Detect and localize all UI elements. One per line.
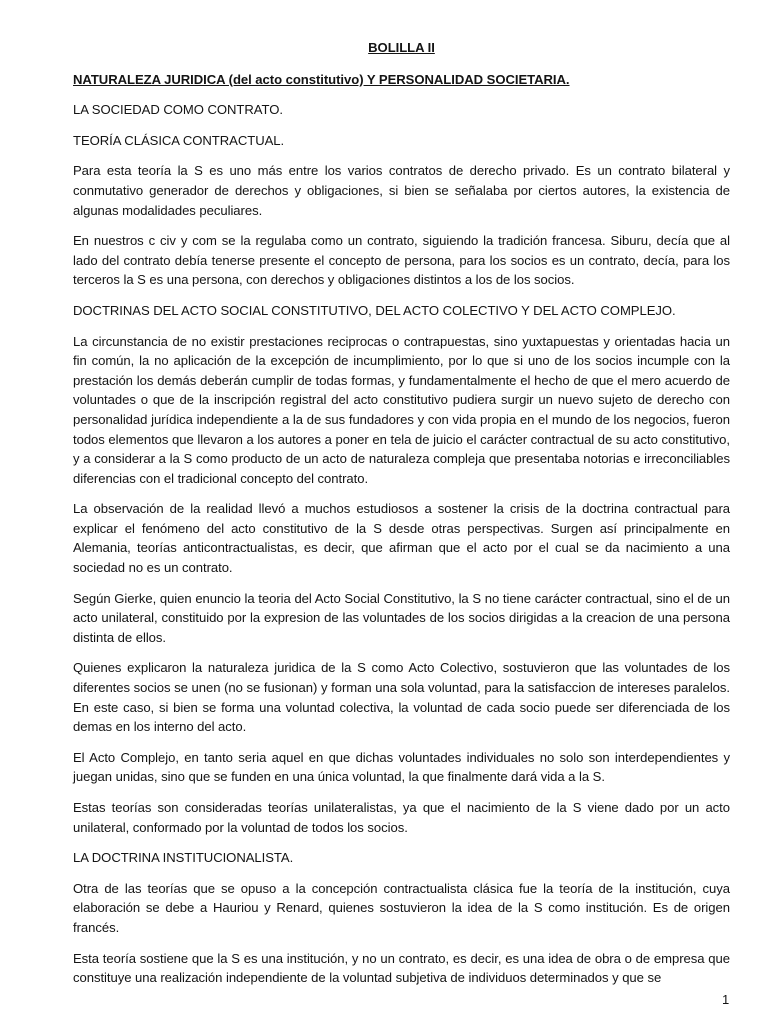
paragraph: Estas teorías son consideradas teorías unilateralistas, ya que el nacimiento de la S viene dado por un acto unilateral, conformado por la voluntad de todos los socios. <box>73 800 730 835</box>
paragraph: La observación de la realidad llevó a muchos estudiosos a sostener la crisis de la doctrina contractual para explicar el fenómeno del acto constitutivo de la S desde otras perspectivas. Surgen así principalmente en Alemania, teorías anticontractualistas, es decir, que afirman que el acto por el cual se da nacimiento a una sociedad no es un contrato. <box>73 501 730 576</box>
document-subtitle: NATURALEZA JURIDICA (del acto constitutivo) Y PERSONALIDAD SOCIETARIA. <box>73 71 570 87</box>
paragraph: Esta teoría sostiene que la S es una institución, y no un contrato, es decir, es una idea de obra o de empresa que constituye una realización independiente de la voluntad subjetiva de individuos determinados y que se <box>73 950 730 986</box>
paragraph: La circunstancia de no existir prestaciones reciprocas o contrapuestas, sino yuxtapuestas y orientadas hacia un fin común, la no aplicación de la excepción de incumplimiento, por lo que si uno de los socios incumple con la prestación los demás deberán cumplir de todas formas, y fundamentalmente el hecho de que el mero acuerdo de voluntades o que de la inscripción registral del acto constitutivo pudiera surgir un nuevo sujeto de derecho con personalidad jurídica independiente a la de sus fundadores y con vida propia en el mundo de los negocios, fueron todos elementos que llevaron a los autores a poner en tela de juicio el carácter contractual de su acto constitutivo, y a considerar a la S como producto de un acto de naturaleza compleja que presentaba notorias e irreconciliables diferencias con el tradicional concepto del contrato. <box>73 333 730 486</box>
paragraph: Según Gierke, quien enuncio la teoria del Acto Social Constitutivo, la S no tiene carácter contractual, sino el de un acto unilateral, constituido por la expresion de las voluntades de los socios dirigidas a la creacion de una persona distinta de ellos. <box>73 590 730 645</box>
section-heading: LA SOCIEDAD COMO CONTRATO. <box>73 102 283 118</box>
document-title: BOLILLA II <box>368 40 435 55</box>
paragraph: Para esta teoría la S es uno más entre los varios contratos de derecho privado. Es un contrato bilateral y conmutativo generador de derechos y obligaciones, si bien se señalaba por ciertos autores, la existencia de algunas modalidades peculiares. <box>73 163 730 218</box>
paragraph: Otra de las teorías que se opuso a la concepción contractualista clásica fue la teoría de la institución, cuya elaboración se debe a Hauriou y Renard, quienes sostuvieron la idea de la S como institución. Es de origen francés. <box>73 880 730 935</box>
paragraph: El Acto Complejo, en tanto seria aquel en que dichas voluntades individuales no solo son interdependientes y juegan unidas, sino que se funden en una única voluntad, la que finalmente dará vida a la S. <box>73 749 730 785</box>
page-number: 1 <box>722 992 730 1007</box>
section-heading: DOCTRINAS DEL ACTO SOCIAL CONSTITUTIVO, DEL ACTO COLECTIVO Y DEL ACTO COMPLEJO. <box>73 302 676 318</box>
document-page <box>73 38 730 999</box>
paragraph: En nuestros c civ y com se la regulaba como un contrato, siguiendo la tradición francesa. Siburu, decía que al lado del contrato debía tenerse presente el concepto de persona, para los socios es un contrato, decía, para los terceros la S es una persona, con derechos y obligaciones distintos a los de los socios. <box>73 233 730 288</box>
paragraph: Quienes explicaron la naturaleza juridica de la S como Acto Colectivo, sostuvieron que las voluntades de los diferentes socios se unen (no se fusionan) y forman una sola voluntad, para la satisfaccion de intereses paralelos. En este caso, si bien se forma una voluntad colectiva, la voluntad de cada socio puede ser diferenciada de los demas en los interno del acto. <box>73 660 730 735</box>
section-heading: TEORÍA CLÁSICA CONTRACTUAL. <box>73 132 285 148</box>
section-heading: LA DOCTRINA INSTITUCIONALISTA. <box>73 850 294 866</box>
